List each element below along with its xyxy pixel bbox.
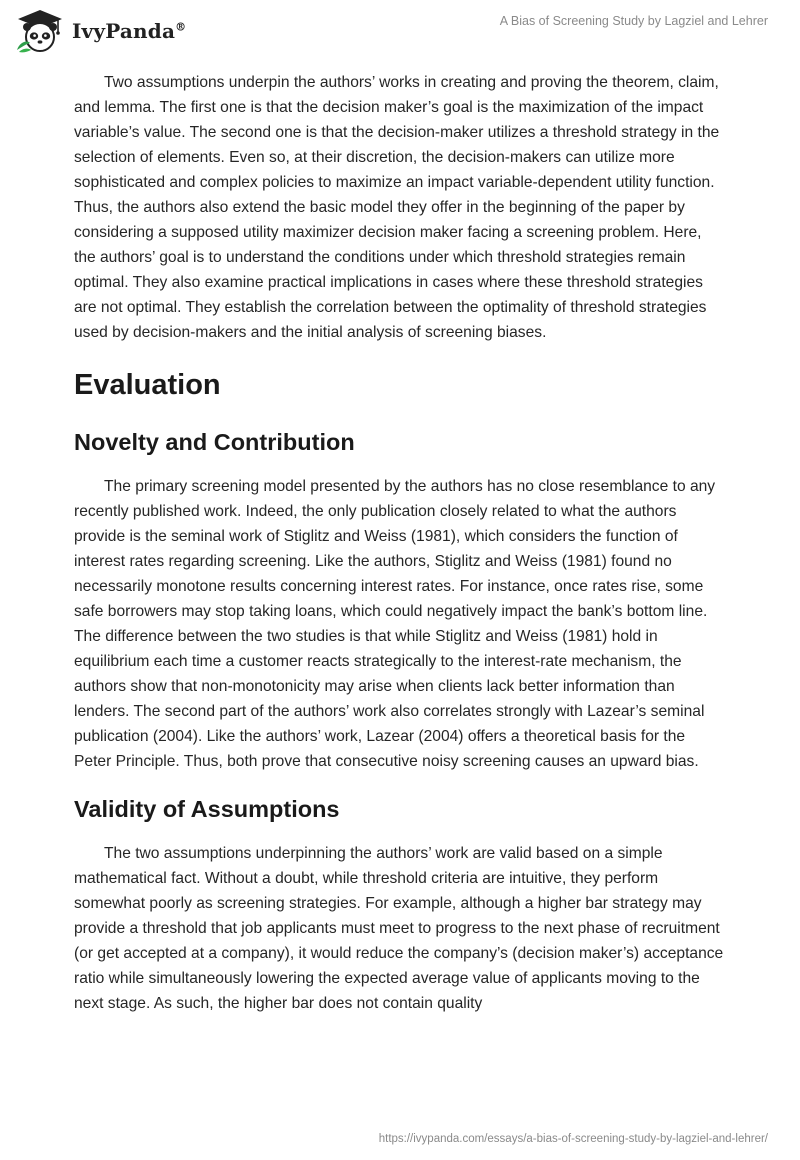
brand-name: IvyPanda® (72, 19, 187, 43)
panda-graduate-icon (14, 8, 66, 54)
document-title: A Bias of Screening Study by Lagziel and Lehrer (499, 14, 768, 28)
paragraph-novelty: The primary screening model presented by the authors has no close resemblance to any recently published work. Indeed, the only publication closely related to what the authors provide is the seminal work of Stiglitz and Weiss (1981), which considers the function of interest rates regarding screening. Like the authors, Stiglitz and Weiss (1981) found no necessarily monotone results concerning interest rates. For instance, once rates rise, some safe borrowers may stop taking loans, which could negatively impact the bank’s bottom line. The difference between the two studies is that while Stiglitz and Weiss (1981) hold in equilibrium each time a customer reacts strategically to the interest-rate mechanism, the authors show that non-monotonicity may arise when clients lack better information than lenders. The second part of the authors’ work also correlates strongly with Lazear’s seminal publication (2004). Like the authors’ work, Lazear (2004) offers a theoretical basis for the Peter Principle. Thus, both prove that consecutive noisy screening causes an upward bias. (74, 478, 716, 770)
heading-evaluation: Evaluation (74, 369, 221, 401)
paragraph-validity: The two assumptions underpinning the authors’ work are valid based on a simple mathematical fact. Without a doubt, while threshold criteria are intuitive, they perform somewhat poorly as screening strategies. For example, although a higher bar strategy may provide a threshold that job applicants must meet to progress to the next phase of recruitment (or get accepted at a company), it would reduce the company’s (decision maker’s) acceptance ratio while simultaneously lowering the expected average value of applicants moving to the next stage. As such, the higher bar does not contain quality (74, 845, 724, 1012)
essay-content (74, 70, 726, 1016)
ivypanda-logo[interactable] (14, 8, 186, 54)
page-header (0, 0, 800, 64)
source-url[interactable]: https://ivypanda.com/essays/a-bias-of-screening-study-by-lagziel-and-lehrer/ (378, 1133, 768, 1145)
paragraph-assumptions: Two assumptions underpin the authors’ works in creating and proving the theorem, claim, and lemma. The first one is that the decision maker’s goal is the maximization of the impact variable’s value. The second one is that the decision-maker utilizes a threshold strategy in the selection of elements. Even so, at their discretion, the decision-makers can utilize more sophisticated and complex policies to maximize an impact variable-dependent utility function. Thus, the authors also extend the basic model they offer in the beginning of the paper by considering a supposed utility maximizer decision maker facing a screening problem. Here, the authors’ goal is to understand the conditions under which threshold strategies remain optimal. They also examine practical implications in cases where these threshold strategies are not optimal. They establish the correlation between the optimality of threshold strategies used by decision-makers and the initial analysis of screening biases. (74, 74, 720, 341)
heading-novelty-contribution: Novelty and Contribution (74, 429, 355, 455)
heading-validity-assumptions: Validity of Assumptions (74, 796, 340, 822)
